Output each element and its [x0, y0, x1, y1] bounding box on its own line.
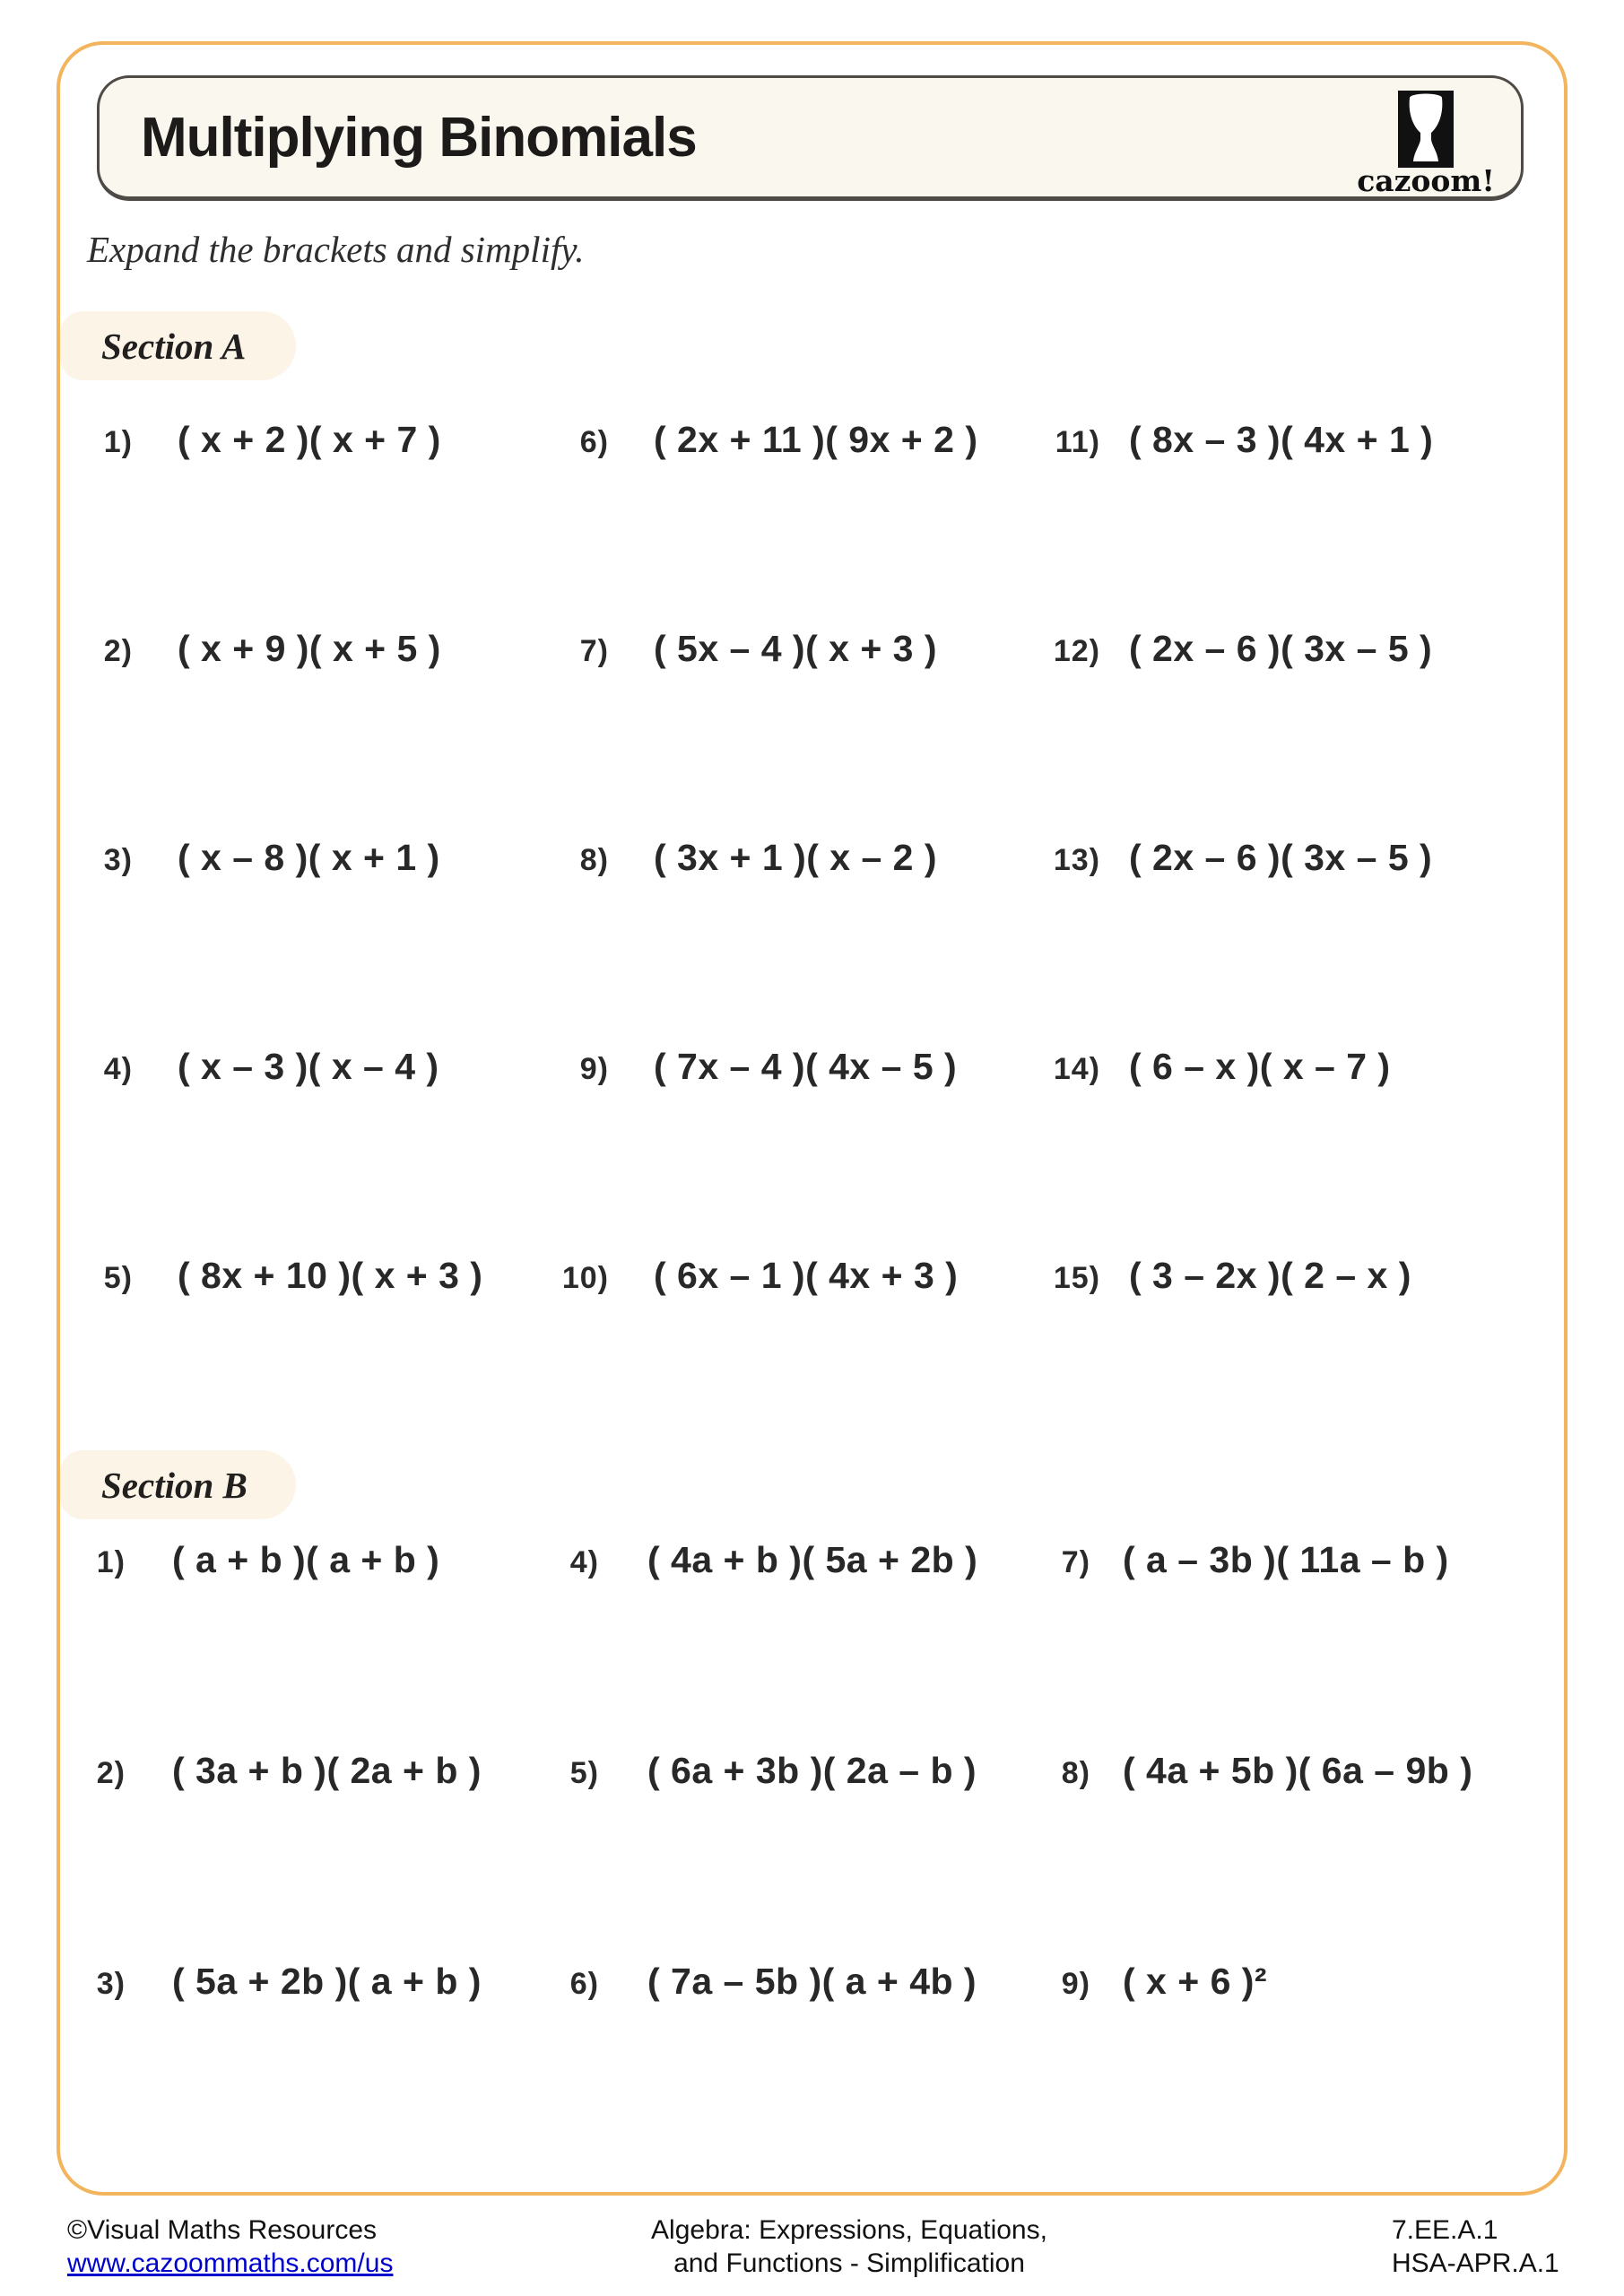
- problem-number: 8): [1061, 1756, 1090, 1790]
- cazoom-logo-text: cazoom!: [1357, 163, 1495, 198]
- problem-expression: ( 3 – 2x )( 2 – x ): [1129, 1255, 1411, 1296]
- problem-expression: ( 3x + 1 )( x – 2 ): [654, 837, 937, 878]
- problem-expression: ( x + 9 )( x + 5 ): [178, 628, 441, 669]
- problem-expression: ( 8x – 3 )( 4x + 1 ): [1129, 419, 1434, 460]
- standard-code-2: HSA-APR.A.1: [1392, 2248, 1559, 2278]
- problem-expression: ( a – 3b )( 11a – b ): [1123, 1539, 1449, 1580]
- footer-topic-block: [580, 2213, 1118, 2280]
- problem-expression: ( a + b )( a + b ): [172, 1539, 440, 1580]
- djembe-drum-icon: [1398, 91, 1454, 168]
- problem-number: 9): [1061, 1967, 1090, 2001]
- problem-number: 6): [579, 425, 609, 459]
- problem-number: 1): [96, 1545, 126, 1579]
- problem-expression: ( 6x – 1 )( 4x + 3 ): [654, 1255, 959, 1296]
- problem-number: 15): [1053, 1261, 1100, 1295]
- problem-number: 2): [96, 1756, 126, 1790]
- problem-expression: ( 2x – 6 )( 3x – 5 ): [1129, 837, 1433, 878]
- standard-code-1: 7.EE.A.1: [1392, 2215, 1498, 2245]
- problem-expression: ( 4a + b )( 5a + 2b ): [647, 1539, 978, 1580]
- problem-expression: ( 6a + 3b )( 2a – b ): [647, 1750, 977, 1791]
- problem-number: 4): [103, 1052, 133, 1086]
- footer-copyright-block: [67, 2213, 393, 2280]
- problem-number: 5): [103, 1261, 133, 1295]
- problem-expression: ( 2x + 11 )( 9x + 2 ): [654, 419, 978, 460]
- problem-number: 8): [579, 843, 609, 877]
- problem-expression: ( 3a + b )( 2a + b ): [172, 1750, 482, 1791]
- problem-number: 3): [96, 1967, 126, 2001]
- section-b-label: [60, 1450, 296, 1519]
- problem-number: 1): [103, 425, 133, 459]
- problem-expression: ( x + 2 )( x + 7 ): [178, 419, 441, 460]
- problem-expression: ( 4a + 5b )( 6a – 9b ): [1123, 1750, 1473, 1791]
- problem-expression: ( 5a + 2b )( a + b ): [172, 1961, 482, 2002]
- problem-number: 6): [569, 1967, 599, 2001]
- section-a-label-text: Section A: [101, 325, 247, 367]
- problem-number: 5): [569, 1756, 599, 1790]
- problem-expression: ( 7x – 4 )( 4x – 5 ): [654, 1046, 958, 1087]
- problem-number: 10): [561, 1261, 609, 1295]
- section-b-label-text: Section B: [101, 1464, 248, 1506]
- section-a-label: [60, 311, 296, 380]
- problem-number: 7): [579, 634, 609, 668]
- cazoom-logo: [1357, 91, 1495, 198]
- page-title: Multiplying Binomials: [141, 106, 697, 169]
- problem-number: 13): [1053, 843, 1100, 877]
- problem-expression: ( x – 8 )( x + 1 ): [178, 837, 440, 878]
- problem-expression: ( 7a – 5b )( a + 4b ): [647, 1961, 977, 2002]
- worksheet-header: [97, 75, 1524, 201]
- cazoom-link[interactable]: www.cazoommaths.com/us: [67, 2248, 394, 2278]
- problem-expression: ( 5x – 4 )( x + 3 ): [654, 628, 937, 669]
- problem-number: 7): [1061, 1545, 1090, 1579]
- problem-expression: ( x + 6 )²: [1123, 1961, 1268, 2002]
- problem-number: 4): [569, 1545, 599, 1579]
- problem-number: 3): [103, 843, 133, 877]
- problem-number: 11): [1055, 425, 1100, 459]
- problem-expression: ( 8x + 10 )( x + 3 ): [178, 1255, 483, 1296]
- topic-line-1: Algebra: Expressions, Equations,: [651, 2215, 1047, 2245]
- problem-expression: ( x – 3 )( x – 4 ): [178, 1046, 439, 1087]
- problem-expression: ( 6 – x )( x – 7 ): [1129, 1046, 1391, 1087]
- problem-number: 9): [579, 1052, 609, 1086]
- problem-number: 2): [103, 634, 133, 668]
- copyright-text: ©Visual Maths Resources: [67, 2215, 378, 2245]
- instruction-text: Expand the brackets and simplify.: [87, 229, 585, 270]
- topic-line-2: and Functions - Simplification: [673, 2248, 1025, 2278]
- footer-standards-block: [1392, 2213, 1589, 2280]
- problem-number: 14): [1053, 1052, 1100, 1086]
- problem-expression: ( 2x – 6 )( 3x – 5 ): [1129, 628, 1433, 669]
- problem-number: 12): [1053, 634, 1100, 668]
